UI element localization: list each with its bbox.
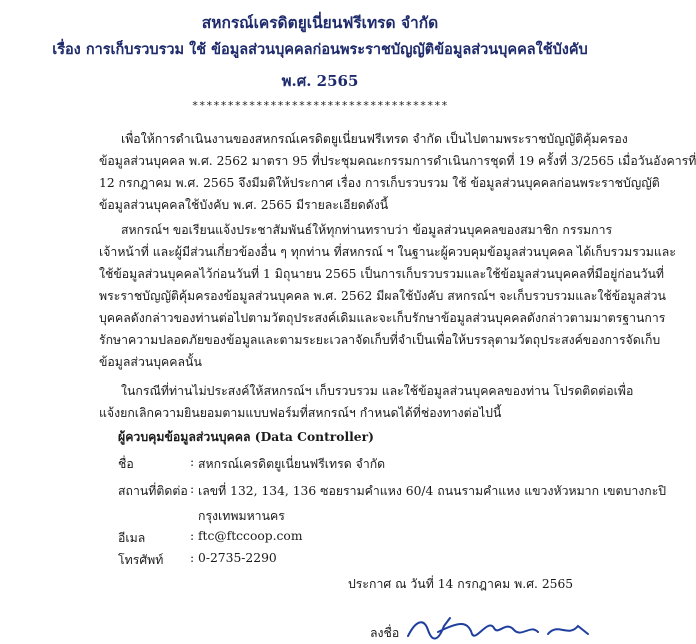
contact-name-value: สหกรณ์เครดิตยูเนี่ยนฟรีเทรด จำกัด — [198, 457, 386, 471]
paragraph-line: เพื่อให้การดำเนินงานของสหกรณ์เครดิตยูเนี่ยนฟรีเทรด จำกัด เป็นไปตามพระราชบัญญัติคุ้มครอง — [121, 132, 628, 146]
colon: : — [190, 482, 195, 496]
paragraph-line: ข้อมูลส่วนบุคคลใช้บังคับ พ.ศ. 2565 มีรายละเอียดดังนี้ — [99, 198, 389, 212]
paragraph-line: รักษาความปลอดภัยของข้อมูลและตามระยะเวลาจัดเก็บที่จำเป็นเพื่อให้บรรลุตามวัตถุประสงค์ของการจัดเก็บ — [99, 333, 661, 347]
signature-image — [398, 612, 598, 644]
subject-heading: เรื่อง การเก็บรวบรวม ใช้ ข้อมูลส่วนบุคคลก่อนพระราชบัญญัติข้อมูลส่วนบุคคลใช้บังคับ — [52, 41, 588, 58]
paragraph-intro — [99, 128, 696, 216]
signature-label: ลงชื่อ — [370, 626, 400, 640]
contact-address-value: เลขที่ 132, 134, 136 ซอยรามคำแหง 60/4 ถนนรามคำแหง แขวงหัวหมาก เขตบางกะปิ — [198, 484, 667, 498]
paragraph-line: แจ้งยกเลิกความยินยอมตามแบบฟอร์มที่สหกรณ์ฯ กำหนดได้ที่ช่องทางต่อไปนี้ — [99, 406, 502, 420]
paragraph-line: สหกรณ์ฯ ขอเรียนแจ้งประชาสัมพันธ์ให้ทุกท่านทราบว่า ข้อมูลส่วนบุคคลของสมาชิก กรรมการ — [121, 223, 613, 237]
data-controller-title: ผู้ควบคุมข้อมูลส่วนบุคคล (Data Controller) — [118, 429, 374, 444]
paragraph-line: ใช้ข้อมูลส่วนบุคคลไว้ก่อนวันที่ 1 มิถุนายน 2565 เป็นการเก็บรวบรวมและใช้ข้อมูลส่วนบุคคลที่มีอยู่ก่อนวันที่ — [99, 267, 665, 281]
paragraph-line: ข้อมูลส่วนบุคคล พ.ศ. 2562 มาตรา 95 ที่ประชุมคณะกรรมการดำเนินการชุดที่ 19 ครั้งที่ 3/2565 เมื่อวันอังคารที่ — [99, 154, 696, 168]
colon: : — [190, 529, 195, 543]
paragraph-line: ในกรณีที่ท่านไม่ประสงค์ให้สหกรณ์ฯ เก็บรวบรวม และใช้ข้อมูลส่วนบุคคลของท่าน โปรดติดต่อเพื่อ — [121, 384, 634, 398]
paragraph-line: เจ้าหน้าที่ และผู้มีส่วนเกี่ยวข้องอื่น ๆ ทุกท่าน ที่สหกรณ์ ฯ ในฐานะผู้ควบคุมข้อมูลส่วนบุคคล ได้เก็บรวมรวมและ — [99, 245, 676, 259]
org-name-heading: สหกรณ์เครดิตยูเนี่ยนฟรีเทรด จำกัด — [201, 13, 439, 32]
announcement-date: ประกาศ ณ วันที่ 14 กรกฎาคม พ.ศ. 2565 — [348, 577, 574, 591]
contact-phone-label: โทรศัพท์ — [118, 553, 164, 567]
colon: : — [190, 551, 195, 565]
contact-address-label: สถานที่ติดต่อ — [118, 484, 188, 498]
paragraph-line: 12 กรกฎาคม พ.ศ. 2565 จึงมีมติให้ประกาศ เรื่อง การเก็บรวบรวม ใช้ ข้อมูลส่วนบุคคลก่อนพระราชบัญญัติ — [99, 176, 660, 190]
paragraph-line: ข้อมูลส่วนบุคคลนั้น — [99, 355, 202, 369]
contact-email-value: ftc@ftccoop.com — [198, 529, 303, 543]
colon: : — [190, 455, 195, 469]
contact-name-label: ชื่อ — [118, 457, 134, 471]
contact-email-label: อีเมล — [118, 531, 146, 545]
paragraph-line: บุคคลดังกล่าวของท่านต่อไปตามวัตถุประสงค์เดิมและจะเก็บรักษาข้อมูลส่วนบุคคลดังกล่าวตามมาตรฐานการ — [99, 311, 666, 325]
paragraph-optout — [99, 380, 634, 424]
contact-phone-value: 0-2735-2290 — [198, 551, 277, 565]
contact-address-city: กรุงเทพมหานคร — [198, 509, 285, 523]
paragraph-line: พระราชบัญญัติคุ้มครองข้อมูลส่วนบุคคล พ.ศ. 2562 มีผลใช้บังคับ สหกรณ์ฯ จะเก็บรวบรวมและใช้ข้อมูลส่วน — [99, 289, 666, 303]
paragraph-notice — [99, 219, 676, 373]
year-heading: พ.ศ. 2565 — [281, 72, 359, 90]
star-divider: ************************************ — [191, 99, 449, 112]
